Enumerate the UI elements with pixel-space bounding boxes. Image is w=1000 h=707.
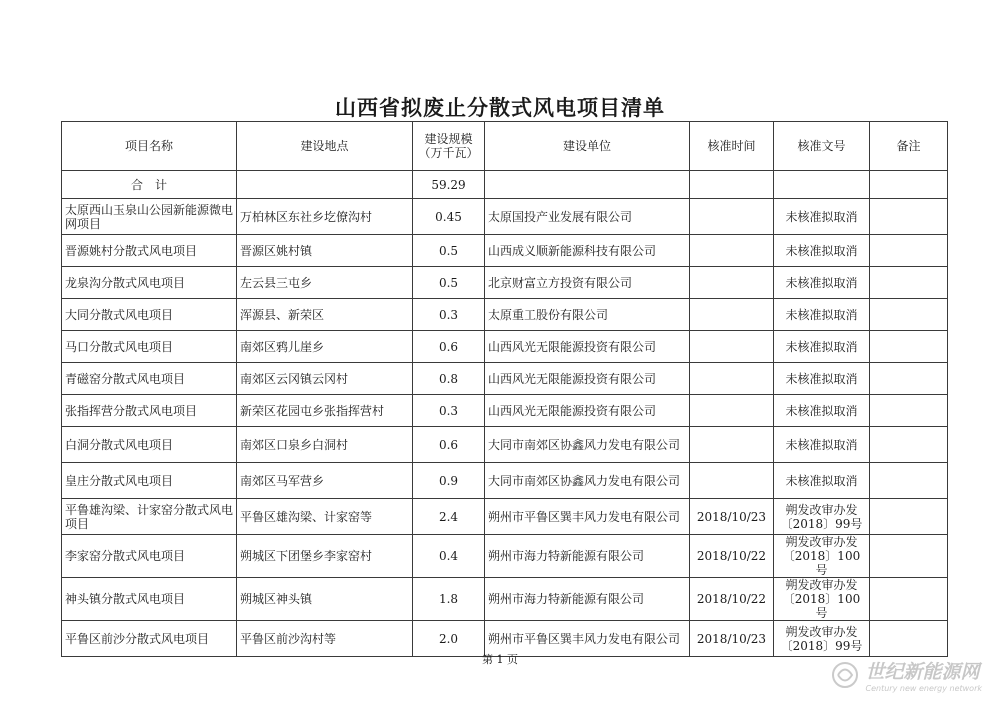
cell-scale: 0.5: [413, 235, 485, 267]
cell-location: 平鲁区雄沟梁、计家窑等: [237, 499, 413, 535]
total-row: [62, 171, 948, 199]
cell-unit: 北京财富立方投资有限公司: [485, 267, 690, 299]
cell-location: 浑源县、新荣区: [237, 299, 413, 331]
table-row: [62, 363, 948, 395]
cell-scale: 1.8: [413, 578, 485, 621]
page-title: 山西省拟废止分散式风电项目清单: [335, 96, 665, 120]
cell-location: 晋源区姚村镇: [237, 235, 413, 267]
header-approval-time: 核准时间: [690, 122, 774, 171]
cell-remark: [870, 267, 948, 299]
total-location-cell: [237, 171, 413, 199]
cell-approval-doc: 未核准拟取消: [774, 267, 870, 299]
header-location: 建设地点: [237, 122, 413, 171]
total-remark-cell: [870, 171, 948, 199]
cell-approval-doc: 未核准拟取消: [774, 235, 870, 267]
cell-name: 龙泉沟分散式风电项目: [62, 267, 237, 299]
cell-remark: [870, 535, 948, 578]
cell-location: 朔城区下团堡乡李家窑村: [237, 535, 413, 578]
header-scale-line1: 建设规模: [424, 132, 473, 146]
table-body: [62, 199, 948, 657]
cell-approval-doc: 朔发改审办发〔2018〕99号: [774, 621, 870, 657]
cell-approval-time: [690, 199, 774, 235]
cell-name: 平鲁雄沟梁、计家窑分散式风电项目: [62, 499, 237, 535]
table-row: [62, 535, 948, 578]
cell-scale: 0.3: [413, 299, 485, 331]
cell-scale: 0.4: [413, 535, 485, 578]
cell-location: 朔城区神头镇: [237, 578, 413, 621]
cell-approval-doc: 朔发改审办发〔2018〕99号: [774, 499, 870, 535]
table-row: [62, 199, 948, 235]
cell-scale: 0.3: [413, 395, 485, 427]
cell-unit: 太原重工股份有限公司: [485, 299, 690, 331]
total-unit-cell: [485, 171, 690, 199]
table-row: [62, 267, 948, 299]
watermark-main-text: 世纪新能源网: [865, 661, 980, 683]
cell-approval-time: [690, 363, 774, 395]
cell-location: 南郊区鸦儿崖乡: [237, 331, 413, 363]
cell-approval-doc: 未核准拟取消: [774, 427, 870, 463]
cell-remark: [870, 363, 948, 395]
cell-unit: 朔州市平鲁区巽丰风力发电有限公司: [485, 499, 690, 535]
cell-unit: 大同市南郊区协鑫风力发电有限公司: [485, 427, 690, 463]
cell-approval-doc: 朔发改审办发〔2018〕100号: [774, 578, 870, 621]
table-row: [62, 463, 948, 499]
cell-approval-time: [690, 235, 774, 267]
cell-approval-doc: 朔发改审办发〔2018〕100号: [774, 535, 870, 578]
cell-scale: 0.5: [413, 267, 485, 299]
cell-approval-time: [690, 395, 774, 427]
total-time-cell: [690, 171, 774, 199]
table-row: [62, 578, 948, 621]
cell-remark: [870, 299, 948, 331]
cell-unit: 山西风光无限能源投资有限公司: [485, 331, 690, 363]
cell-unit: 太原国投产业发展有限公司: [485, 199, 690, 235]
cell-name: 张指挥营分散式风电项目: [62, 395, 237, 427]
header-remark: 备注: [870, 122, 948, 171]
header-scale-line2: （万千瓦）: [418, 146, 479, 160]
cell-scale: 2.0: [413, 621, 485, 657]
cell-name: 白洞分散式风电项目: [62, 427, 237, 463]
cell-scale: 2.4: [413, 499, 485, 535]
cell-approval-doc: 未核准拟取消: [774, 299, 870, 331]
cell-name: 马口分散式风电项目: [62, 331, 237, 363]
cell-location: 南郊区马军营乡: [237, 463, 413, 499]
total-label: 合 计: [62, 171, 237, 199]
watermark-swirl-icon: [830, 660, 860, 690]
cell-approval-time: [690, 331, 774, 363]
cell-remark: [870, 427, 948, 463]
cell-unit: 朔州市平鲁区巽丰风力发电有限公司: [485, 621, 690, 657]
cell-name: 皇庄分散式风电项目: [62, 463, 237, 499]
watermark-logo: [830, 657, 982, 693]
cell-approval-time: [690, 463, 774, 499]
header-approval-doc: 核准文号: [774, 122, 870, 171]
cell-scale: 0.6: [413, 331, 485, 363]
total-doc-cell: [774, 171, 870, 199]
cell-unit: 山西风光无限能源投资有限公司: [485, 395, 690, 427]
cell-remark: [870, 199, 948, 235]
total-value: 59.29: [413, 171, 485, 199]
cell-approval-time: [690, 427, 774, 463]
cell-remark: [870, 578, 948, 621]
cell-remark: [870, 235, 948, 267]
cell-name: 晋源姚村分散式风电项目: [62, 235, 237, 267]
cell-approval-doc: 未核准拟取消: [774, 199, 870, 235]
project-table: [61, 121, 948, 657]
cell-remark: [870, 463, 948, 499]
cell-location: 南郊区云冈镇云冈村: [237, 363, 413, 395]
header-scale: [413, 122, 485, 171]
cell-unit: 山西风光无限能源投资有限公司: [485, 363, 690, 395]
cell-approval-time: [690, 267, 774, 299]
cell-scale: 0.8: [413, 363, 485, 395]
cell-name: 太原西山玉泉山公园新能源微电网项目: [62, 199, 237, 235]
cell-approval-time: 2018/10/23: [690, 621, 774, 657]
cell-unit: 山西成义顺新能源科技有限公司: [485, 235, 690, 267]
cell-scale: 0.45: [413, 199, 485, 235]
cell-scale: 0.6: [413, 427, 485, 463]
page-number: 第 1 页: [482, 653, 518, 666]
table-row: [62, 427, 948, 463]
table-row: [62, 395, 948, 427]
header-name: 项目名称: [62, 122, 237, 171]
cell-unit: 大同市南郊区协鑫风力发电有限公司: [485, 463, 690, 499]
cell-approval-doc: 未核准拟取消: [774, 363, 870, 395]
cell-unit: 朔州市海力特新能源有限公司: [485, 578, 690, 621]
cell-location: 平鲁区前沙沟村等: [237, 621, 413, 657]
cell-approval-time: 2018/10/22: [690, 535, 774, 578]
cell-approval-doc: 未核准拟取消: [774, 463, 870, 499]
cell-approval-doc: 未核准拟取消: [774, 395, 870, 427]
watermark-sub-text: Century new energy network: [865, 684, 982, 693]
cell-location: 左云县三屯乡: [237, 267, 413, 299]
cell-remark: [870, 395, 948, 427]
cell-name: 青磁窑分散式风电项目: [62, 363, 237, 395]
header-row: [62, 122, 948, 171]
cell-remark: [870, 331, 948, 363]
cell-name: 平鲁区前沙分散式风电项目: [62, 621, 237, 657]
cell-name: 李家窑分散式风电项目: [62, 535, 237, 578]
cell-name: 大同分散式风电项目: [62, 299, 237, 331]
cell-remark: [870, 499, 948, 535]
cell-unit: 朔州市海力特新能源有限公司: [485, 535, 690, 578]
table-row: [62, 499, 948, 535]
table-row: [62, 299, 948, 331]
cell-approval-time: 2018/10/22: [690, 578, 774, 621]
cell-approval-doc: 未核准拟取消: [774, 331, 870, 363]
cell-scale: 0.9: [413, 463, 485, 499]
cell-location: 新荣区花园屯乡张指挥营村: [237, 395, 413, 427]
cell-name: 神头镇分散式风电项目: [62, 578, 237, 621]
table-row: [62, 331, 948, 363]
cell-location: 南郊区口泉乡白洞村: [237, 427, 413, 463]
header-unit: 建设单位: [485, 122, 690, 171]
cell-approval-time: [690, 299, 774, 331]
table-row: [62, 235, 948, 267]
cell-approval-time: 2018/10/23: [690, 499, 774, 535]
cell-location: 万柏林区东社乡圪僚沟村: [237, 199, 413, 235]
